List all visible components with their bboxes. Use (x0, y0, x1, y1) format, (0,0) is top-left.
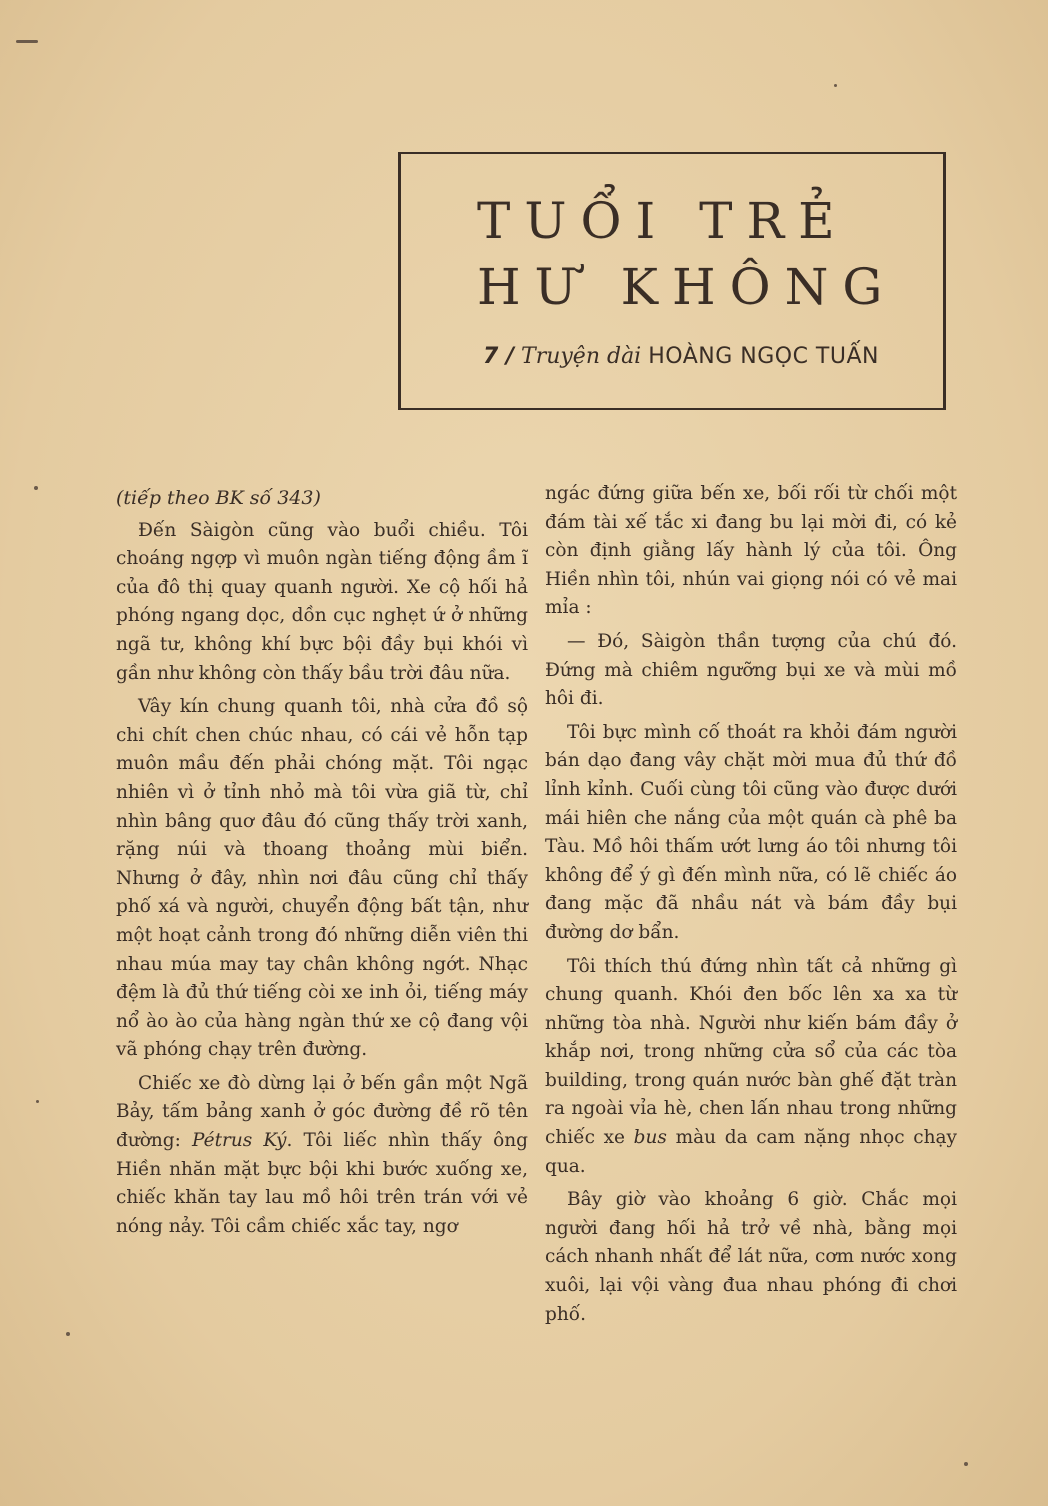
print-speck (66, 1332, 70, 1336)
street-name: Pétrus Ký (192, 1130, 287, 1152)
genre-label: Truyện dài (521, 344, 642, 369)
paragraph: Tôi bực mình cố thoát ra khỏi đám người bán dạo đang vây chặt mời mua đủ thứ đồ lỉnh kỉnh. Cuối cùng tôi cũng vào được dưới mái hiên che nắng của một quán cà phê ba Tàu. Mồ hôi thấm ướt lưng áo tôi nhưng tôi không để ý gì đến mình nữa, có lẽ chiếc áo đang mặc đã nhầu nát và bám đầy bụi đường dơ bẩn. (545, 721, 957, 943)
paragraph-text: . Tôi liếc nhìn thấy ông Hiền nhăn mặt bực bội khi bước xuống xe, chiếc khăn tay lau mồ hôi trên trán với vẻ nóng nảy. Tôi cầm chiếc xắc tay, ngơ (116, 1130, 528, 1237)
continued-note: (tiếp theo BK số 343) (116, 487, 321, 509)
paragraph: Vây kín chung quanh tôi, nhà cửa đồ sộ chi chít chen chúc nhau, có cái vẻ hỗn tạp muôn mầu đến phải chóng mặt. Tôi ngạc nhiên vì ở tỉnh nhỏ mà tôi vừa giã từ, chỉ nhìn bâng quơ đâu đó cũng thấy trời xanh, rặng núi và thoang thoảng mùi biển. Nhưng ở đây, nhìn nơi đâu cũng chỉ thấy phố xá và người, chuyển động bất tận, như một hoạt cảnh trong đó những diễn viên thi nhau múa may tay chân không ngớt. Nhạc đệm là đủ thứ tiếng còi xe inh ỏi, tiếng máy nổ ào ào của hàng ngàn thứ xe cộ đang vội vã phóng chạy trên đường. (116, 696, 528, 1061)
paragraph: ngác đứng giữa bến xe, bối rối từ chối một đám tài xế tắc xi đang bu lại mời đi, có kẻ còn định giằng lấy hành lý của tôi. Ông Hiền nhìn tôi, nhún vai giọng nói có vẻ mai mỉa : (545, 483, 957, 619)
paragraph-text: Tôi thích thú đứng nhìn tất cả những gì chung quanh. Khói đen bốc lên xa xa từ những tòa nhà. Người như kiến bám đầy ở khắp nơi, trong những cửa sổ của các tòa building, trong quán nước bàn ghế đặt tràn ra ngoài vỉa hè, chen lấn nhau trong những chiếc xe (545, 955, 957, 1149)
right-column (545, 480, 957, 1334)
print-speck (16, 40, 38, 43)
print-speck (834, 84, 837, 87)
paragraph-text: Chiếc xe đò dừng lại ở bến gần một Ngã Bảy, tấm bảng xanh ở góc đường đề rõ tên đường: (116, 1072, 528, 1152)
author-name: HOÀNG NGỌC TUẤN (648, 344, 879, 369)
print-speck (36, 1100, 39, 1103)
paragraph (545, 953, 957, 1182)
bus-word: bus (633, 1127, 667, 1149)
left-column (116, 484, 528, 1246)
story-title-line-2: HƯ KHÔNG (477, 258, 897, 316)
byline (483, 344, 879, 369)
print-speck (34, 486, 38, 490)
installment-number: 7 / (483, 344, 515, 369)
print-speck (964, 1462, 968, 1466)
dialogue-paragraph: — Đó, Sàigòn thần tượng của chú đó. Đứng mà chiêm ngưỡng bụi xe và mùi mồ hôi đi. (545, 630, 957, 710)
paragraph: Đến Sàigòn cũng vào buổi chiều. Tôi choáng ngợp vì muôn ngàn tiếng động ầm ĩ của đô thị quay quanh người. Xe cộ hối hả phóng ngang dọc, dồn cục nghẹt ứ ở những ngã tư, không khí bực bội đầy bụi khói vì gần như không còn thấy bầu trời đâu nữa. (116, 519, 528, 684)
paragraph: Bây giờ vào khoảng 6 giờ. Chắc mọi người đang hối hả trở về nhà, bằng mọi cách nhanh nhất để lát nữa, cơm nước xong xuôi, lại vội vàng đua nhau phóng đi chơi phố. (545, 1189, 957, 1325)
paragraph-text: màu da cam nặng nhọc chạy qua. (545, 1127, 957, 1177)
paragraph (116, 1070, 528, 1242)
story-title-line-1: TUỔI TRẺ (477, 192, 849, 250)
title-box (398, 152, 946, 410)
